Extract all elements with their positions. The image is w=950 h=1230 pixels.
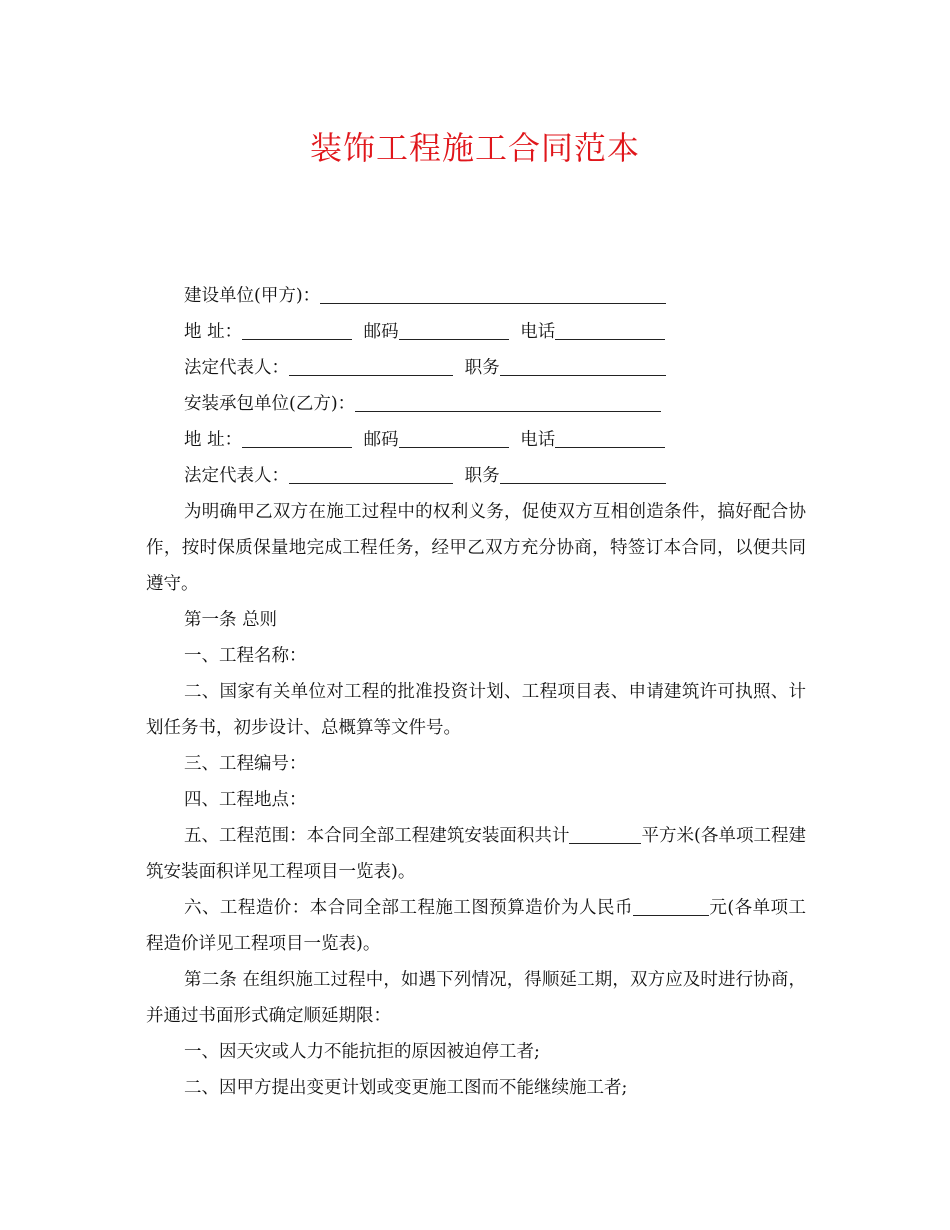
party-a-rep-line [146, 350, 806, 386]
article2-item2: 二、因甲方提出变更计划或变更施工图而不能继续施工者; [184, 1078, 628, 1098]
party-b-address-line [146, 422, 806, 458]
party-a-postcode-blank [399, 317, 509, 340]
party-b-phone-label: 电话 [520, 430, 556, 450]
party-b-unit-label: 安装承包单位(乙方)： [184, 394, 356, 414]
party-b-unit-blank [355, 389, 661, 412]
cost-blank [633, 893, 709, 916]
party-b-postcode-label: 邮码 [363, 430, 399, 450]
party-a-position-label: 职务 [464, 358, 500, 378]
party-b-address-blank [242, 425, 352, 448]
article1-item6-pre: 六、工程造价：本合同全部工程施工图预算造价为人民币 [184, 898, 633, 918]
intro-paragraph: 为明确甲乙双方在施工过程中的权利义务，促使双方互相创造条件，搞好配合协作，按时保质保量地完成工程任务，经甲乙双方充分协商，特签订本合同，以便共同遵守。 [146, 502, 806, 594]
party-a-unit-label: 建设单位(甲方)： [184, 286, 321, 306]
party-b-rep-label: 法定代表人： [184, 466, 289, 486]
party-a-unit-blank [320, 281, 666, 304]
article1-item5-pre: 五、工程范围：本合同全部工程建筑安装面积共计 [184, 826, 570, 846]
party-a-address-label: 地 址： [184, 322, 243, 342]
article1-item5-post: 平方米(各单项工程建筑安装面积详见工程项目一览表)。 [146, 826, 807, 882]
party-a-address-blank [242, 317, 352, 340]
party-a-rep-label: 法定代表人： [184, 358, 289, 378]
article1-heading: 第一条 总则 [184, 610, 278, 630]
party-b-position-blank [500, 461, 666, 484]
party-b-rep-line [146, 458, 806, 494]
article2-item1: 一、因天灾或人力不能抗拒的原因被迫停工者; [184, 1042, 540, 1062]
party-b-phone-blank [555, 425, 665, 448]
party-a-phone-label: 电话 [520, 322, 556, 342]
party-a-postcode-label: 邮码 [363, 322, 399, 342]
article2-heading: 第二条 在组织施工过程中，如遇下列情况，得顺延工期，双方应及时进行协商，并通过书面形式确定顺延期限： [146, 970, 806, 1026]
article1-item4: 四、工程地点： [184, 790, 307, 810]
article1-item1: 一、工程名称： [184, 646, 307, 666]
party-b-address-label: 地 址： [184, 430, 243, 450]
party-a-position-blank [500, 353, 666, 376]
article1-item5 [146, 818, 806, 890]
party-b-postcode-blank [399, 425, 509, 448]
party-b-rep-blank [289, 461, 453, 484]
party-a-address-line [146, 314, 806, 350]
party-b-unit-line [146, 386, 806, 422]
article1-item6-post: 元(各单项工程造价详见工程项目一览表)。 [146, 898, 807, 954]
area-blank [569, 821, 641, 844]
party-a-phone-blank [555, 317, 665, 340]
article1-item2: 二、国家有关单位对工程的批准投资计划、工程项目表、申请建筑许可执照、计划任务书，初步设计、总概算等文件号。 [146, 682, 806, 738]
party-a-unit-line [146, 278, 806, 314]
party-a-rep-blank [289, 353, 453, 376]
article1-item6 [146, 890, 806, 962]
article1-item3: 三、工程编号： [184, 754, 307, 774]
document-body [146, 278, 806, 1106]
document-title: 装饰工程施工合同范本 [309, 129, 640, 167]
party-b-position-label: 职务 [464, 466, 500, 486]
